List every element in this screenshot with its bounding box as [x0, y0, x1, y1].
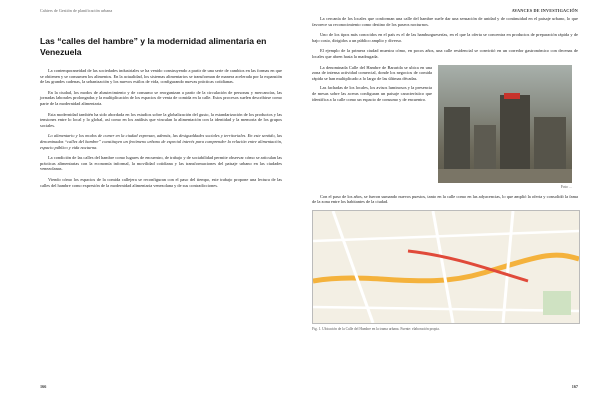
shop-sign — [504, 93, 520, 99]
paragraph: El ejemplo de la primera ciudad muestra cómo, en pocos años, una calle residencial se convirtió en un corredor gastronómico con decenas de locales que abren hasta la madrugada. — [312, 48, 578, 59]
map-graphic — [313, 211, 579, 323]
running-head-right: AVANCES DE INVESTIGACIÓN — [511, 8, 578, 13]
paragraph: Uno de los tipos más conocidos en el país es el de las hamburgueserías, en el que la oferta se concentra en productos de preparación rápida y de bajo costo, dirigidos a un público amplio y diverso. — [312, 32, 578, 43]
right-page — [300, 0, 600, 400]
article-title: Las “calles del hambre” y la modernidad alimentaria en Venezuela — [40, 36, 267, 57]
paragraph: Viendo cómo los espacios de la comida callejera se reconfiguran con el paso del tiempo, este trabajo propone una lectura de las calles del hambre como expresión de la modernidad alimentaria venezolana y de sus contradicciones. — [40, 176, 282, 188]
park-area — [543, 291, 571, 315]
page-number-right: 167 — [571, 384, 578, 389]
paragraph: En la ciudad, los modos de abastecimiento y de consumo se reorganizan a partir de la circulación de personas y mercancías, las jornadas laborales prolongadas y la multiplicación de los espacios de venta de comida en la calle. Estos procesos suelen describirse como parte de la modernidad alimentaria. — [40, 89, 282, 106]
running-head-left: Cahiers de Gestión de planificación urbana — [40, 8, 113, 13]
paragraph: La cercanía de los locales que conforman una calle del hambre suele dar una sensación de unidad y de continuidad en el paisaje urbano, lo que favorece su reconocimiento como destino de los paseos nocturnos. — [312, 16, 578, 27]
text-photo-row — [312, 65, 578, 189]
paragraph: La contemporaneidad de las sociedades industriales se ha venido construyendo a partir de una serie de cambios en las formas en que se obtienen y se consumen los alimentos. En la actualidad, los sistemas alimentarios se transforman de manera acelerada por la expansión de las grandes cadenas, la urbanización y los nuevos estilos de vida, configurando nuevas prácticas cotidianas. — [40, 68, 282, 85]
paragraph: Esta modernidad también ha sido abordada en los estudios sobre la globalización del gusto, la estandarización de los productos y las tensiones entre lo local y lo global, así como en los análisis que vinculan la alimentación con la identidad y la memoria de los grupos sociales. — [40, 111, 282, 128]
street-shape — [438, 169, 572, 183]
map-caption: Fig. 1. Ubicación de la Calle del Hambre en la trama urbana. Fuente: elaboración propia. — [312, 326, 440, 331]
paragraph: Lo alimentario y los modos de comer en la ciudad expresan, además, las desigualdades sociales y territoriales. En este sentido, las denominadas “calles del hambre” constituyen un fenómeno urbano de especial interés para comprender la relación entre alimentación, espacio público y vida nocturna. — [40, 133, 282, 150]
paragraph: Las fachadas de los locales, los avisos luminosos y la presencia de mesas sobre las aceras configuran un paisaje característico que identifica a la calle como un espacio de consumo y de encuentro. — [312, 85, 432, 102]
paragraph: Con el paso de los años, se fueron sumando nuevos puestos, tanto en la calle como en las adyacencias, lo que amplió la oferta y consolidó la fama de la zona entre los habitantes de la ciudad. — [312, 193, 578, 205]
street-photo — [438, 65, 572, 183]
photo-caption: Foto: ... — [560, 184, 572, 189]
float-text-column — [312, 65, 432, 189]
paragraph: La condición de las calles del hambre como lugares de encuentro, de trabajo y de sociabilidad permite observar cómo se articulan las prácticas alimentarias con la economía informal, la movilidad cotidiana y las transformaciones del paisaje urbano en las ciudades venezolanas. — [40, 155, 282, 172]
photo-figure — [438, 65, 572, 189]
page-number-left: 166 — [40, 384, 47, 389]
street-map — [312, 210, 580, 324]
paragraph: La denominada Calle del Hambre de Bararida se ubica en una zona de intensa actividad comercial, donde los negocios de comida rápida se han multiplicado a lo largo de las últimas décadas. — [312, 64, 432, 81]
